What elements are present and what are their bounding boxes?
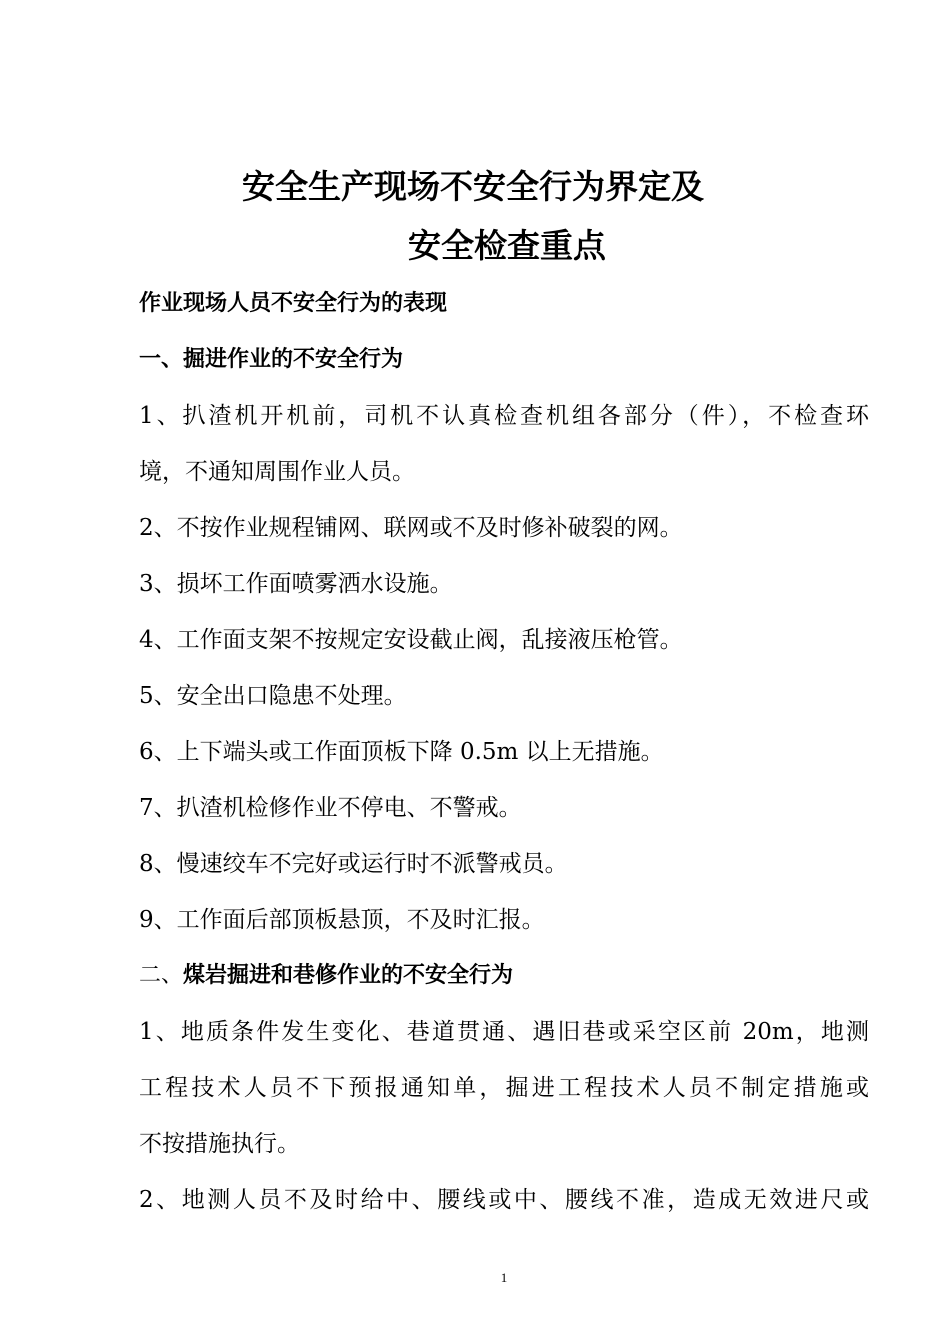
section-1-heading: 一、掘进作业的不安全行为 — [139, 347, 404, 372]
section-1-line-7: 6、上下端头或工作面顶板下降 0.5m 以上无措施。 — [139, 739, 664, 765]
section-1-line-5: 4、工作面支架不按规定安设截止阀，乱接液压枪管。 — [139, 627, 683, 653]
section-1-line-10: 9、工作面后部顶板悬顶，不及时汇报。 — [139, 907, 545, 933]
page-number: 1 — [500, 1270, 508, 1285]
section-2-line-4: 2、地测人员不及时给中、腰线或中、腰线不准，造成无效进尺或 — [139, 1187, 869, 1213]
section-2-line-2: 工程技术人员不下预报通知单，掘进工程技术人员不制定措施或 — [139, 1075, 869, 1101]
section-2-heading-text: 煤岩掘进和巷修作业的不安全行为 — [183, 963, 514, 988]
document-title-line-2: 安全检查重点 — [408, 226, 606, 265]
section-1-line-6: 5、安全出口隐患不处理。 — [139, 683, 407, 709]
section-2-heading — [139, 961, 513, 991]
section-2-heading-prefix: 二、 — [139, 963, 184, 988]
section-1-line-3: 2、不按作业规程铺网、联网或不及时修补破裂的网。 — [139, 515, 683, 541]
document-title-line-1: 安全生产现场不安全行为界定及 — [242, 167, 704, 206]
section-1-line-1: 1、扒渣机开机前，司机不认真检查机组各部分（件），不检查环 — [139, 403, 869, 429]
section-2-line-1: 1、地质条件发生变化、巷道贯通、遇旧巷或采空区前 20m，地测 — [139, 1019, 869, 1045]
section-1-line-8: 7、扒渣机检修作业不停电、不警戒。 — [139, 795, 522, 821]
document-subtitle: 作业现场人员不安全行为的表现 — [139, 291, 448, 316]
section-1-line-2: 境，不通知周围作业人员。 — [139, 459, 415, 485]
section-1-line-9: 8、慢速绞车不完好或运行时不派警戒员。 — [139, 851, 568, 877]
section-1-line-4: 3、损坏工作面喷雾洒水设施。 — [139, 571, 453, 597]
section-2-line-3: 不按措施执行。 — [139, 1131, 300, 1157]
